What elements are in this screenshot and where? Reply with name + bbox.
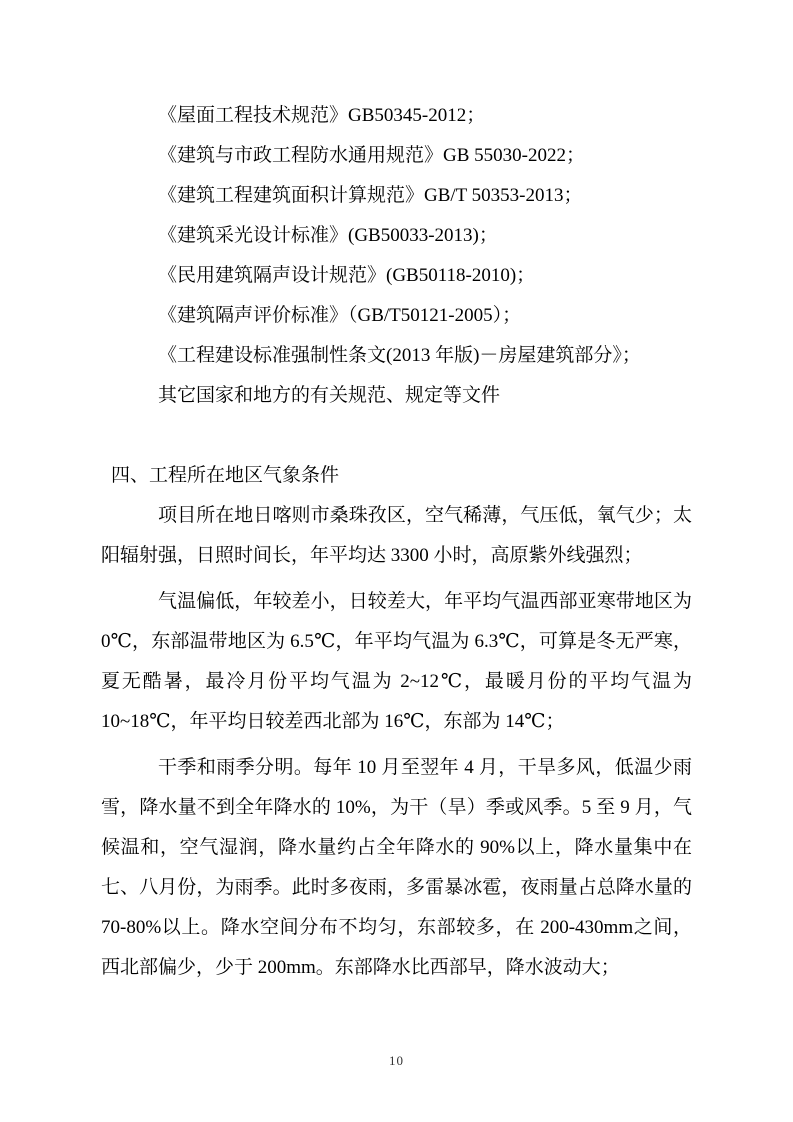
body-paragraph: 项目所在地日喀则市桑珠孜区，空气稀薄，气压低，氧气少；太阳辐射强，日照时间长，年平均达 3300 小时，高原紫外线强烈；	[101, 505, 692, 566]
reference-item: 《建筑采光设计标准》(GB50033-2013)；	[158, 225, 498, 246]
reference-item: 《屋面工程技术规范》GB50345-2012；	[158, 105, 486, 126]
reference-item: 《工程建设标准强制性条文(2013 年版)－房屋建筑部分》；	[158, 345, 641, 366]
page-footer	[0, 1052, 793, 1070]
reference-item: 《建筑与市政工程防水通用规范》GB 55030-2022；	[158, 145, 585, 166]
reference-item: 其它国家和地方的有关规范、规定等文件	[158, 385, 501, 406]
document-body	[101, 96, 692, 988]
body-paragraph: 气温偏低，年较差小，日较差大，年平均气温西部亚寒带地区为 0℃，东部温带地区为 6.5℃，年平均气温为 6.3℃，可算是冬无严寒，夏无酷暑，最冷月份平均气温为 2~12℃，最暖月份的平均气温为 10~18℃，年平均日较差西北部为 16℃，东部为 14℃；	[101, 591, 692, 732]
reference-item: 《民用建筑隔声设计规范》(GB50118-2010)；	[158, 265, 536, 286]
reference-item: 《建筑工程建筑面积计算规范》GB/T 50353-2013；	[158, 185, 583, 206]
body-paragraph: 干季和雨季分明。每年 10 月至翌年 4 月，干旱多风，低温少雨雪，降水量不到全年降水的 10%，为干（旱）季或风季。5 至 9 月，气候温和，空气湿润，降水量约占全年降水的 90%以上，降水量集中在七、八月份，为雨季。此时多夜雨，多雷暴冰雹，夜雨量占总降水量的 70-80%以上。降水空间分布不均匀，东部较多，在 200-430mm之间，西北部偏少，少于 200mm。东部降水比西部早，降水波动大；	[101, 757, 692, 978]
reference-item: 《建筑隔声评价标准》（GB/T50121-2005）；	[158, 305, 522, 326]
blank-line	[101, 416, 692, 456]
page-number: 10	[389, 1053, 404, 1068]
section-heading: 四、工程所在地区气象条件	[111, 465, 340, 486]
references-section	[101, 96, 692, 416]
